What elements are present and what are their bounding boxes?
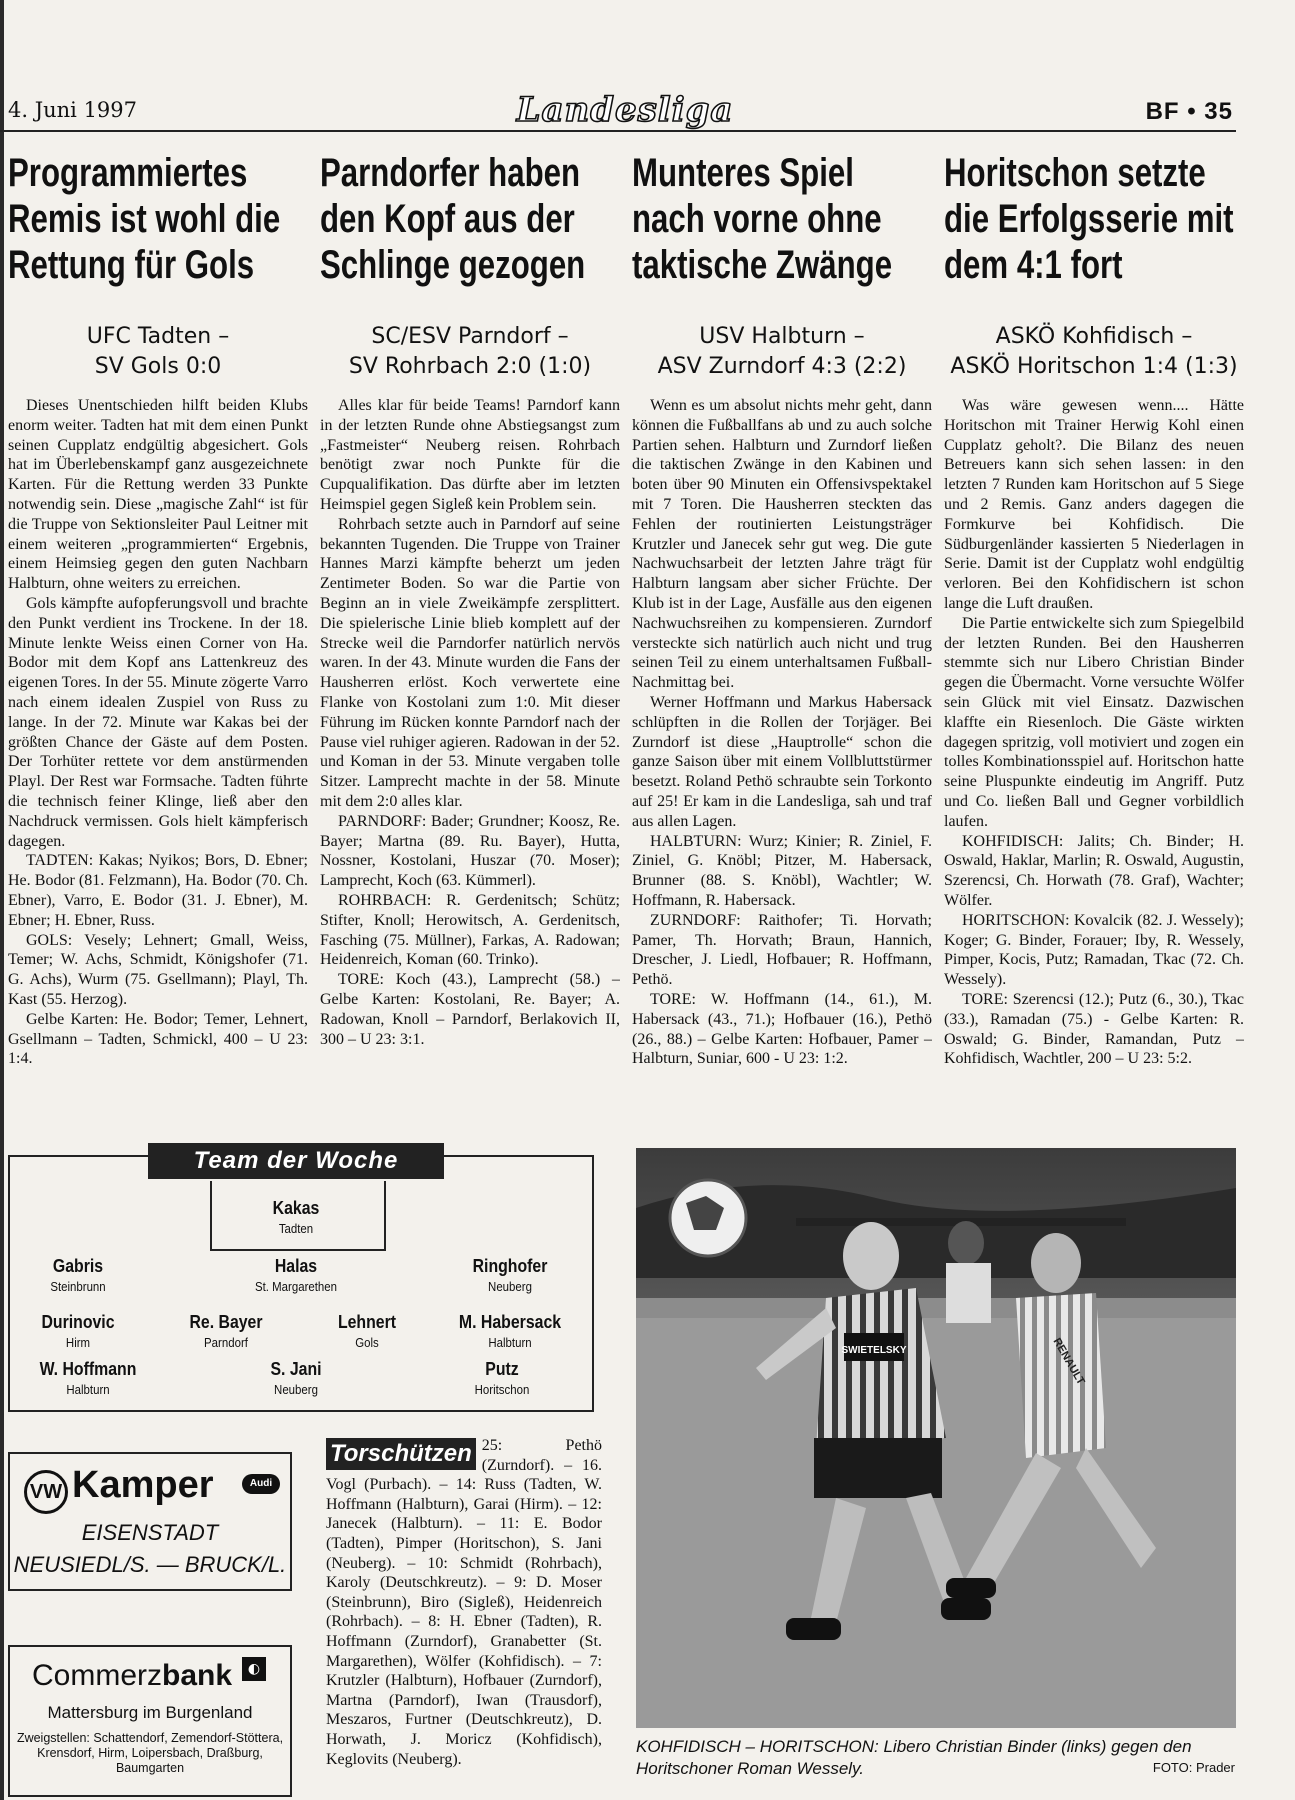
ad-subtitle: Mattersburg im Burgenland xyxy=(47,1703,253,1722)
page-edge xyxy=(0,0,4,1800)
ad-commerzbank xyxy=(8,1645,292,1797)
match-title: ASKÖ Kohfidisch – ASKÖ Horitschon 1:4 (1:3) xyxy=(950,324,1238,379)
top-scorers xyxy=(326,1436,602,1786)
photo-credit: FOTO: Prader xyxy=(1152,1760,1235,1775)
player: W. Hoffmann Halbturn xyxy=(39,1359,137,1397)
player: Re. Bayer Parndorf xyxy=(189,1312,263,1350)
article-halbturn-zurndorf xyxy=(632,150,932,1130)
headline: Programmiertes Remis ist wohl die Rettung für Gols xyxy=(8,151,281,287)
article-body: Was wäre gewesen wenn.... Hätte Horitschon mit Trainer Herwig Kohl einen Cupplatz geholt?. Die Bilanz des neuen Betreuers kann sich sehen lassen: in den letzten 7 Runden kam Horitschon auf 5 Siege und 2 Remis. Ganz anders dagegen die Formkurve bei Kohfidisch. Die Südburgenländer kassierten 5 Niederlagen in Serie. Damit ist der Cupplatz wohl endgültig verloren. Bei den Kohfidischern ist schon lange die Luft draußen. Die Partie entwickelte sich zum Spiegelbild der letzten Runden. Bei den Hausherren stemmte sich nur Libero Christian Binder gegen die Übermacht. Vorne versuchte Wölfer sein Glück mit viel Einsatz. Dazwischen klaffte ein Riesenloch. Die Gäste wirkten dagegen spritzig, voll motiviert und zogen ein tolles Kombinationsspiel auf. Horitschon hatte seine Pluspunkte eindeutig im Angriff. Putz und Co. ließen Ball und Gegner vorbildlich laufen. KOHFIDISCH: Jalits; Ch. Binder; H. Oswald, Haklar, Marlin; R. Oswald, Augustin, Szerencsi, Ch. Horwath (78. Graf), Wachter; Wölfer. HORITSCHON: Kovalcik (82. J. Wessely); Koger; G. Binder, Forauer; Iby, R. Wessely, Pimper, Kocis, Putz; Ramadan, Tkac (72. Ch. Wessely). TORE: Szerencsi (12.); Putz (6., 30.), Tkac (33.), Ramadan (75.) - Gelbe Karten: R. Oswald; G. Binder, Ramandan, Putz – Kohfidisch, Wachtler, 200 – U 23: 5:2. xyxy=(944,397,1244,1068)
ad-kamper xyxy=(8,1452,292,1591)
article-parndorf-rohrbach xyxy=(320,150,620,1130)
headline: Munteres Spiel nach vorne ohne taktische Zwänge xyxy=(632,151,893,287)
top-scorers-title: Torschützen xyxy=(326,1438,476,1470)
bank-logo-icon: ◐ xyxy=(242,1657,266,1681)
player: S. Jani Neuberg xyxy=(270,1359,322,1397)
player: Halas St. Margarethen xyxy=(254,1256,338,1294)
article-tadten-gols xyxy=(8,150,308,1130)
top-scorers-list: 25: Pethö (Zurndorf). – 16. Vogl (Purbach). – 14: Russ (Tadten, W. Hoffmann (Halbturn), Garai (Hirm). – 12: Janecek (Halbturn). – 11: E. Bodor (Tadten), Pimper (Horitschon), S. Jani (Neuberg). – 10: Schmidt (Rohrbach), Karoly (Deutschkreutz). – 9: D. Moser (Steinbrunn), Biro (Sigleß), Heidenreich (Rohrbach). – 8: H. Ebner (Tadten), R. Hoffmann (Zurndorf), Granabetter (St. Margarethen), Wölfer (Kohfidisch). – 7: Krutzler (Halbturn), Hofbauer (Zurndorf), Martna (Parndorf), Iwan (Trausdorf), Meszaros, Furtner (Deutschkreutz), D. Horwath, J. Moricz (Kohfidisch), Keglovits (Neuberg). xyxy=(326,1437,602,1768)
ad-brand: Kamper xyxy=(72,1464,214,1506)
issue-date: 4. Juni 1997 xyxy=(8,98,138,122)
player: Gabris Steinbrunn xyxy=(50,1256,106,1294)
player: M. Habersack Halbturn xyxy=(458,1312,562,1350)
article-body: Alles klar für beide Teams! Parndorf kann in der letzten Runde ohne Abstiegsangst zum „Fastmeister“ Neuberg reisen. Rohrbach benötigt zwar noch Punkte für die Cupqualifikation. Das dürfte aber im letzten Heimspiel gegen Sigleß kein Problem sein. Rohrbach setzte auch in Parndorf auf seine bekannten Tugenden. Die Truppe von Trainer Hannes Marzi kämpfte beherzt um jeden Zentimeter Boden. So war die Partie von Beginn an in viele Zweikämpfe zersplittert. Die spielerische Linie blieb komplett auf der Strecke weil die Parndorfer natürlich nervös waren. In der 43. Minute wurden die Fans der Hausherren erlöst. Koch verwertete eine Flanke von Kostolani zum 1:0. Mit dieser Führung im Rücken konnte Parndorf nach der Pause viel ruhiger agieren. Radowan in der 52. und Koman in der 53. Minute vergaben tolle Sitzer. Lamprecht machte in der 58. Minute mit dem 2:0 alles klar. PARNDORF: Bader; Grundner; Koosz, Re. Bayer; Martna (89. Ru. Bayer), Hutta, Nossner, Kostolani, Huszar (70. Moser); Lamprecht, Koch (63. Kümmerl). ROHRBACH: R. Gerdenitsch; Schütz; Stifter, Knoll; Herowitsch, A. Gerdenitsch, Fasching (75. Müllner), Farkas, A. Radowan; Heidenreich, Koman (60. Trinko). TORE: Koch (43.), Lamprecht (58.) – Gelbe Karten: Kostolani, Re. Bayer; A. Radowan, Knoll – Parndorf, Berlakovich II, 300 – U 23: 3:1. xyxy=(320,397,620,1048)
article-kohfidisch-horitschon xyxy=(944,150,1244,1130)
player: Durinovic Hirm xyxy=(41,1312,115,1350)
player: Lehnert Gols xyxy=(337,1312,397,1350)
headline: Horitschon setzte die Erfolgsserie mit dem 4:1 fort xyxy=(944,151,1234,287)
ad-line: EISENSTADT xyxy=(81,1520,219,1545)
team-of-week-title: Team der Woche xyxy=(148,1143,444,1179)
headline: Parndorfer haben den Kopf aus der Schlinge gezogen xyxy=(320,151,586,287)
photo-caption: KOHFIDISCH – HORITSCHON: Libero Christian Binder (links) gegen den Horitschoner Roman Wessely. xyxy=(636,1737,1192,1778)
match-title: SC/ESV Parndorf – SV Rohrbach 2:0 (1:0) xyxy=(348,324,592,379)
shirt-text: RENAULT xyxy=(1050,1336,1087,1387)
audi-logo-icon: Audi xyxy=(242,1474,280,1494)
player: Ringhofer Neuberg xyxy=(472,1256,548,1294)
player: Putz Horitschon xyxy=(474,1359,530,1397)
match-photo xyxy=(636,1148,1236,1728)
header-rule xyxy=(0,130,1236,132)
shirt-sponsor: SWIETELSKY xyxy=(841,1345,907,1356)
ad-line: NEUSIEDL/S. — BRUCK/L. xyxy=(13,1552,287,1577)
match-title: UFC Tadten – SV Gols 0:0 xyxy=(86,324,230,379)
player-goalkeeper: Kakas Tadten xyxy=(272,1198,320,1236)
match-photo-image xyxy=(636,1148,1236,1728)
vw-logo-icon: VW xyxy=(24,1470,68,1514)
ad-brand: Commerzbank xyxy=(32,1659,233,1692)
article-body: Wenn es um absolut nichts mehr geht, dann können die Fußballfans ab und zu auch solche Partien sehen. Halbturn und Zurndorf ließen die taktischen Zwänge in den Kabinen und boten über 90 Minuten ein Offensivspektakel mit 7 Toren. Die Hausherren steckten das Fehlen der routinierten Leistungsträger Krutzler und Janecek sehr gut weg. Die gute Nachwuchsarbeit der letzten Jahre trägt für Halbturn langsam aber sicher Früchte. Der Klub ist in der Lage, Ausfälle aus den eigenen Nachwuchsreihen zu kompensieren. Zurndorf versteckte sich natürlich auch nicht und trug seinen Teil zu einem unterhaltsamen Fußball-Nachmittag bei. Werner Hoffmann und Markus Habersack schlüpften in die Rollen der Torjäger. Bei Zurndorf ist diese „Hauptrolle“ schon die ganze Saison über mit einem Vollbluttstürmer besetzt. Roland Pethö schraubte sein Torkonto auf 25! Er kam in die Landesliga, sah und traf aus allen Lagen. HALBTURN: Wurz; Kinier; R. Ziniel, F. Ziniel, G. Knöbl; Pitzer, M. Habersack, Brunner (88. S. Knöbl), Wachtler; W. Hoffmann, R. Habersack. ZURNDORF: Raithofer; Ti. Horvath; Pamer, Th. Horvath; Braun, Hannich, Drescher, J. Liedl, Hofbauer; R. Hoffmann, Pethö. TORE: W. Hoffmann (14., 61.), M. Habersack (43., 71.); Hofbauer (16.), Pethö (26., 88.) – Gelbe Karten: Hofbauer, Pamer – Halbturn, Suniar, 600 - U 23: 1:2. xyxy=(632,397,932,1068)
match-title: USV Halbturn – ASV Zurndorf 4:3 (2:2) xyxy=(657,324,907,379)
section-title: Landesliga xyxy=(516,90,734,130)
ad-branches: Zweigstellen: Schattendorf, Zemendorf-Stöttera, Krensdorf, Hirm, Loipersbach, Draßburg, Baumgarten xyxy=(16,1731,284,1775)
article-body: Dieses Unentschieden hilft beiden Klubs enorm weiter. Tadten hat mit dem einen Punkt seinen Cupplatz endgültig abgesichert. Gols hat im Überlebenskampf ganz ausgezeichnete Karten. Für die Rettung werden 33 Punkte notwendig sein. Diese „magische Zahl“ ist für die Truppe von Sektionsleiter Paul Leitner mit einem weiteren „programmierten“ Ergebnis, einem Heimsieg gegen den guten Nachbarn Halbturn, ohne weiters zu erreichen. Gols kämpfte aufopferungsvoll und brachte den Punkt verdient ins Trockene. In der 18. Minute lenkte Weiss einen Corner von Ha. Bodor mit dem Kopf ans Lattenkreuz des eigenen Tores. In der 55. Minute zögerte Varro nach einem idealen Zuspiel von Russ zu lange. In der 72. Minute war Kakas bei der größten Chance der Gäste auf dem Posten. Der Torhüter rettete vor dem anstürmenden Playl. Der Rest war Formsache. Tadten führte die technisch feiner Klinge, ließ aber den Nachdruck vermissen. Gols hielt kämpferisch dagegen. TADTEN: Kakas; Nyikos; Bors, D. Ebner; He. Bodor (81. Felzmann), Ha. Bodor (70. Ch. Ebner), Varro, E. Bodor (31. J. Ebner), M. Ebner; H. Ebner, Russ. GOLS: Vesely; Lehnert; Gmall, Weiss, Temer; W. Achs, Schmidt, Königshofer (71. G. Achs), Wurm (75. Gsellmann); Playl, Th. Kast (55. Herzog). Gelbe Karten: He. Bodor; Temer, Lehnert, Gsellmann – Tadten, Schmickl, 400 – U 23: 1:4. xyxy=(8,397,308,1068)
page-number: BF • 35 xyxy=(1145,98,1233,125)
